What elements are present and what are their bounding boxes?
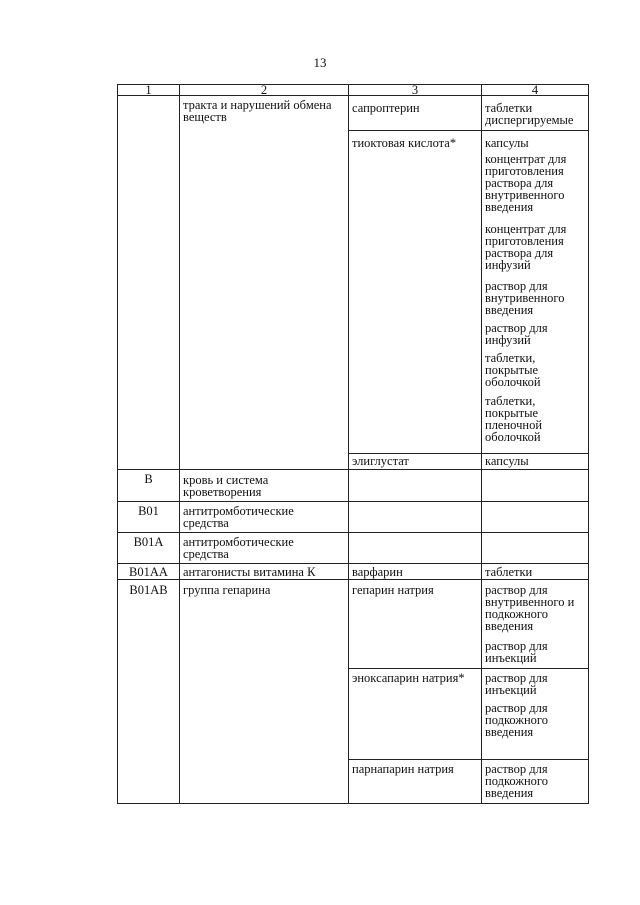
group-name: тракта и нарушений обмена веществ: [183, 98, 332, 124]
page-number: 13: [313, 55, 327, 70]
drug-name: сапроптерин: [352, 101, 420, 115]
header-col-3: 3: [411, 83, 419, 97]
drug-name: тиоктовая кислота*: [352, 136, 457, 150]
dosage-form: раствор для внутривенного и подкожного введения: [485, 583, 575, 633]
atc-code: B01AB: [129, 583, 168, 597]
dosage-form: раствор для подкожного введения: [485, 762, 548, 800]
atc-code: B01A: [133, 535, 164, 549]
atc-code: B01: [138, 504, 159, 518]
dosage-form: раствор для инъекций: [485, 639, 548, 665]
group-name: антитромботические средства: [183, 535, 294, 561]
group-name: антитромботические средства: [183, 504, 294, 530]
dosage-form: капсулы: [485, 136, 529, 150]
atc-code: B01AA: [129, 565, 168, 579]
group-name: антагонисты витамина К: [183, 565, 316, 579]
drug-name: парнапарин натрия: [352, 762, 454, 776]
header-col-1: 1: [145, 83, 152, 97]
header-col-4: 4: [531, 83, 539, 97]
drug-name: эноксапарин натрия*: [352, 671, 465, 685]
group-name: кровь и система кроветворения: [183, 473, 269, 499]
dosage-form: концентрат для приготовления раствора для инфузий: [485, 222, 567, 272]
dosage-form: таблетки, покрытые пленочной оболочкой: [485, 394, 543, 444]
header-col-2: 2: [260, 83, 268, 97]
dosage-form: раствор для инфузий: [485, 321, 548, 347]
group-name: группа гепарина: [183, 583, 271, 597]
dosage-form: раствор для внутривенного введения: [485, 279, 565, 317]
dosage-form: таблетки, покрытые оболочкой: [485, 351, 541, 389]
drug-name: гепарин натрия: [352, 583, 434, 597]
dosage-form: раствор для инъекций: [485, 671, 548, 697]
dosage-form: раствор для подкожного введения: [485, 701, 548, 739]
dosage-form: таблетки: [485, 565, 533, 579]
drug-name: варфарин: [352, 565, 403, 579]
drug-name: элиглустат: [352, 454, 409, 468]
dosage-form: капсулы: [485, 454, 529, 468]
dosage-form: таблетки диспергируемые: [485, 101, 574, 127]
atc-code: B: [144, 472, 153, 486]
dosage-form: концентрат для приготовления раствора для внутривенного введения: [485, 152, 567, 214]
